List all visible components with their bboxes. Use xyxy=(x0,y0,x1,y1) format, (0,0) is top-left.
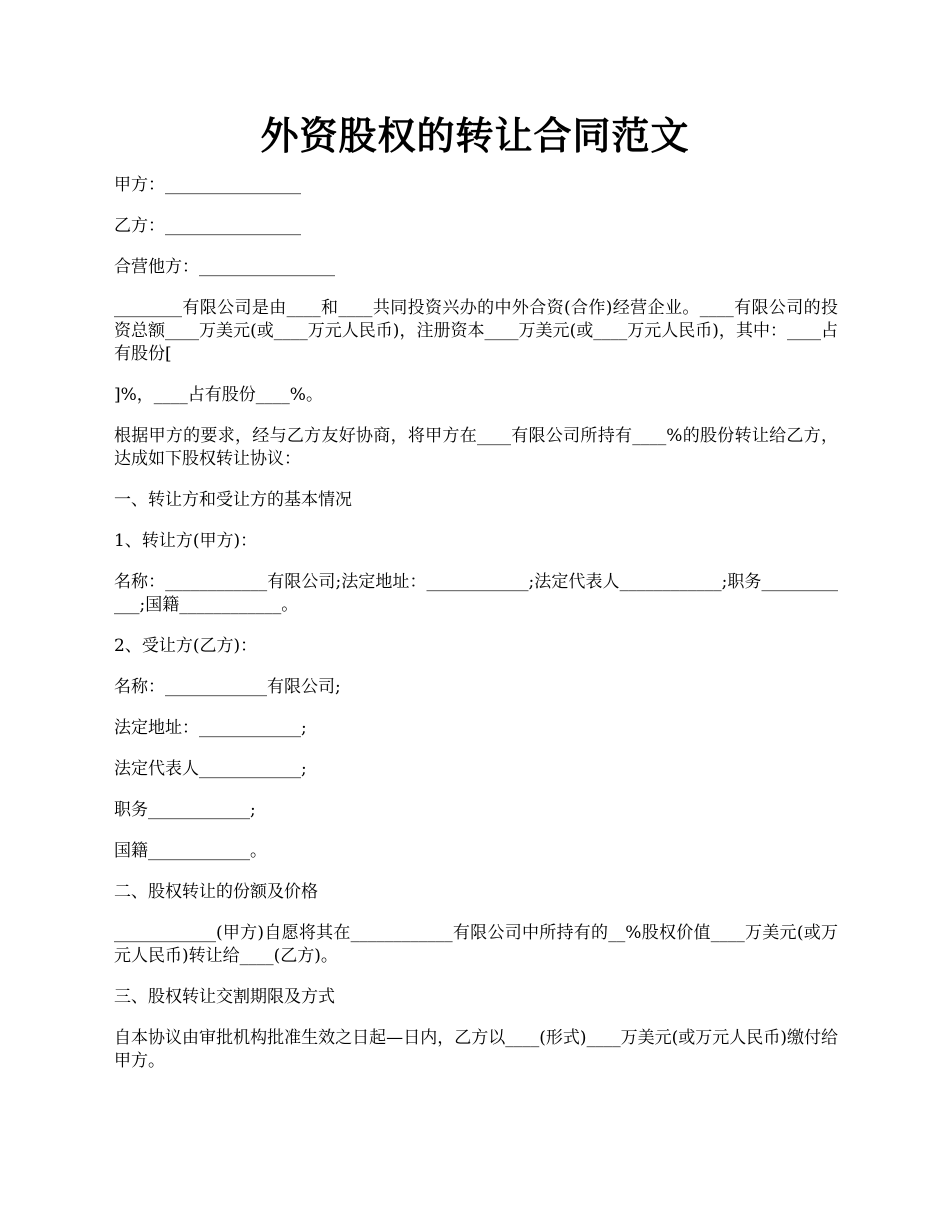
party-a-line: 甲方：________________ xyxy=(114,175,301,195)
transferee-position: 职务____________; xyxy=(114,800,256,820)
transferee-representative: 法定代表人____________; xyxy=(114,759,307,779)
section-heading-3: 三、股权转让交割期限及方式 xyxy=(114,987,335,1007)
section-heading-2: 二、股权转让的份额及价格 xyxy=(114,882,318,902)
payment-paragraph: 自本协议由审批机构批准生效之日起—日内，乙方以____(形式)____万美元(或万元人民币)缴付给甲方。 xyxy=(114,1028,838,1071)
company-intro-paragraph: ________有限公司是由____和____共同投资兴办的中外合资(合作)经营企业。____有限公司的投资总额____万美元(或____万元人民币)，注册资本____万美元(或____万元人民币)，其中：____占有股份[ xyxy=(114,298,838,364)
transferee-nationality: 国籍____________。 xyxy=(114,841,267,861)
other-party-line: 合营他方：________________ xyxy=(114,257,335,277)
section-heading-1: 一、转让方和受让方的基本情况 xyxy=(114,490,352,510)
transferor-details: 名称：____________有限公司;法定地址：____________;法定代表人____________;职务____________;国籍____________。 xyxy=(114,572,838,615)
document-body xyxy=(114,174,838,1091)
shareholding-paragraph: ]%，____占有股份____%。 xyxy=(114,385,323,405)
agreement-intro-paragraph: 根据甲方的要求，经与乙方友好协商，将甲方在____有限公司所持有____%的股份转让给乙方，达成如下股权转让协议： xyxy=(114,426,838,469)
transferee-heading: 2、受让方(乙方)： xyxy=(114,636,258,656)
transferor-heading: 1、转让方(甲方)： xyxy=(114,531,258,551)
transfer-share-paragraph: ____________(甲方)自愿将其在____________有限公司中所持有的__%股权价值____万美元(或万元人民币)转让给____(乙方)。 xyxy=(114,923,838,966)
transferee-address: 法定地址：____________; xyxy=(114,718,307,738)
document-title: 外资股权的转让合同范文 xyxy=(260,113,690,158)
transferee-name: 名称：____________有限公司; xyxy=(114,677,341,697)
party-b-line: 乙方：________________ xyxy=(114,216,301,236)
